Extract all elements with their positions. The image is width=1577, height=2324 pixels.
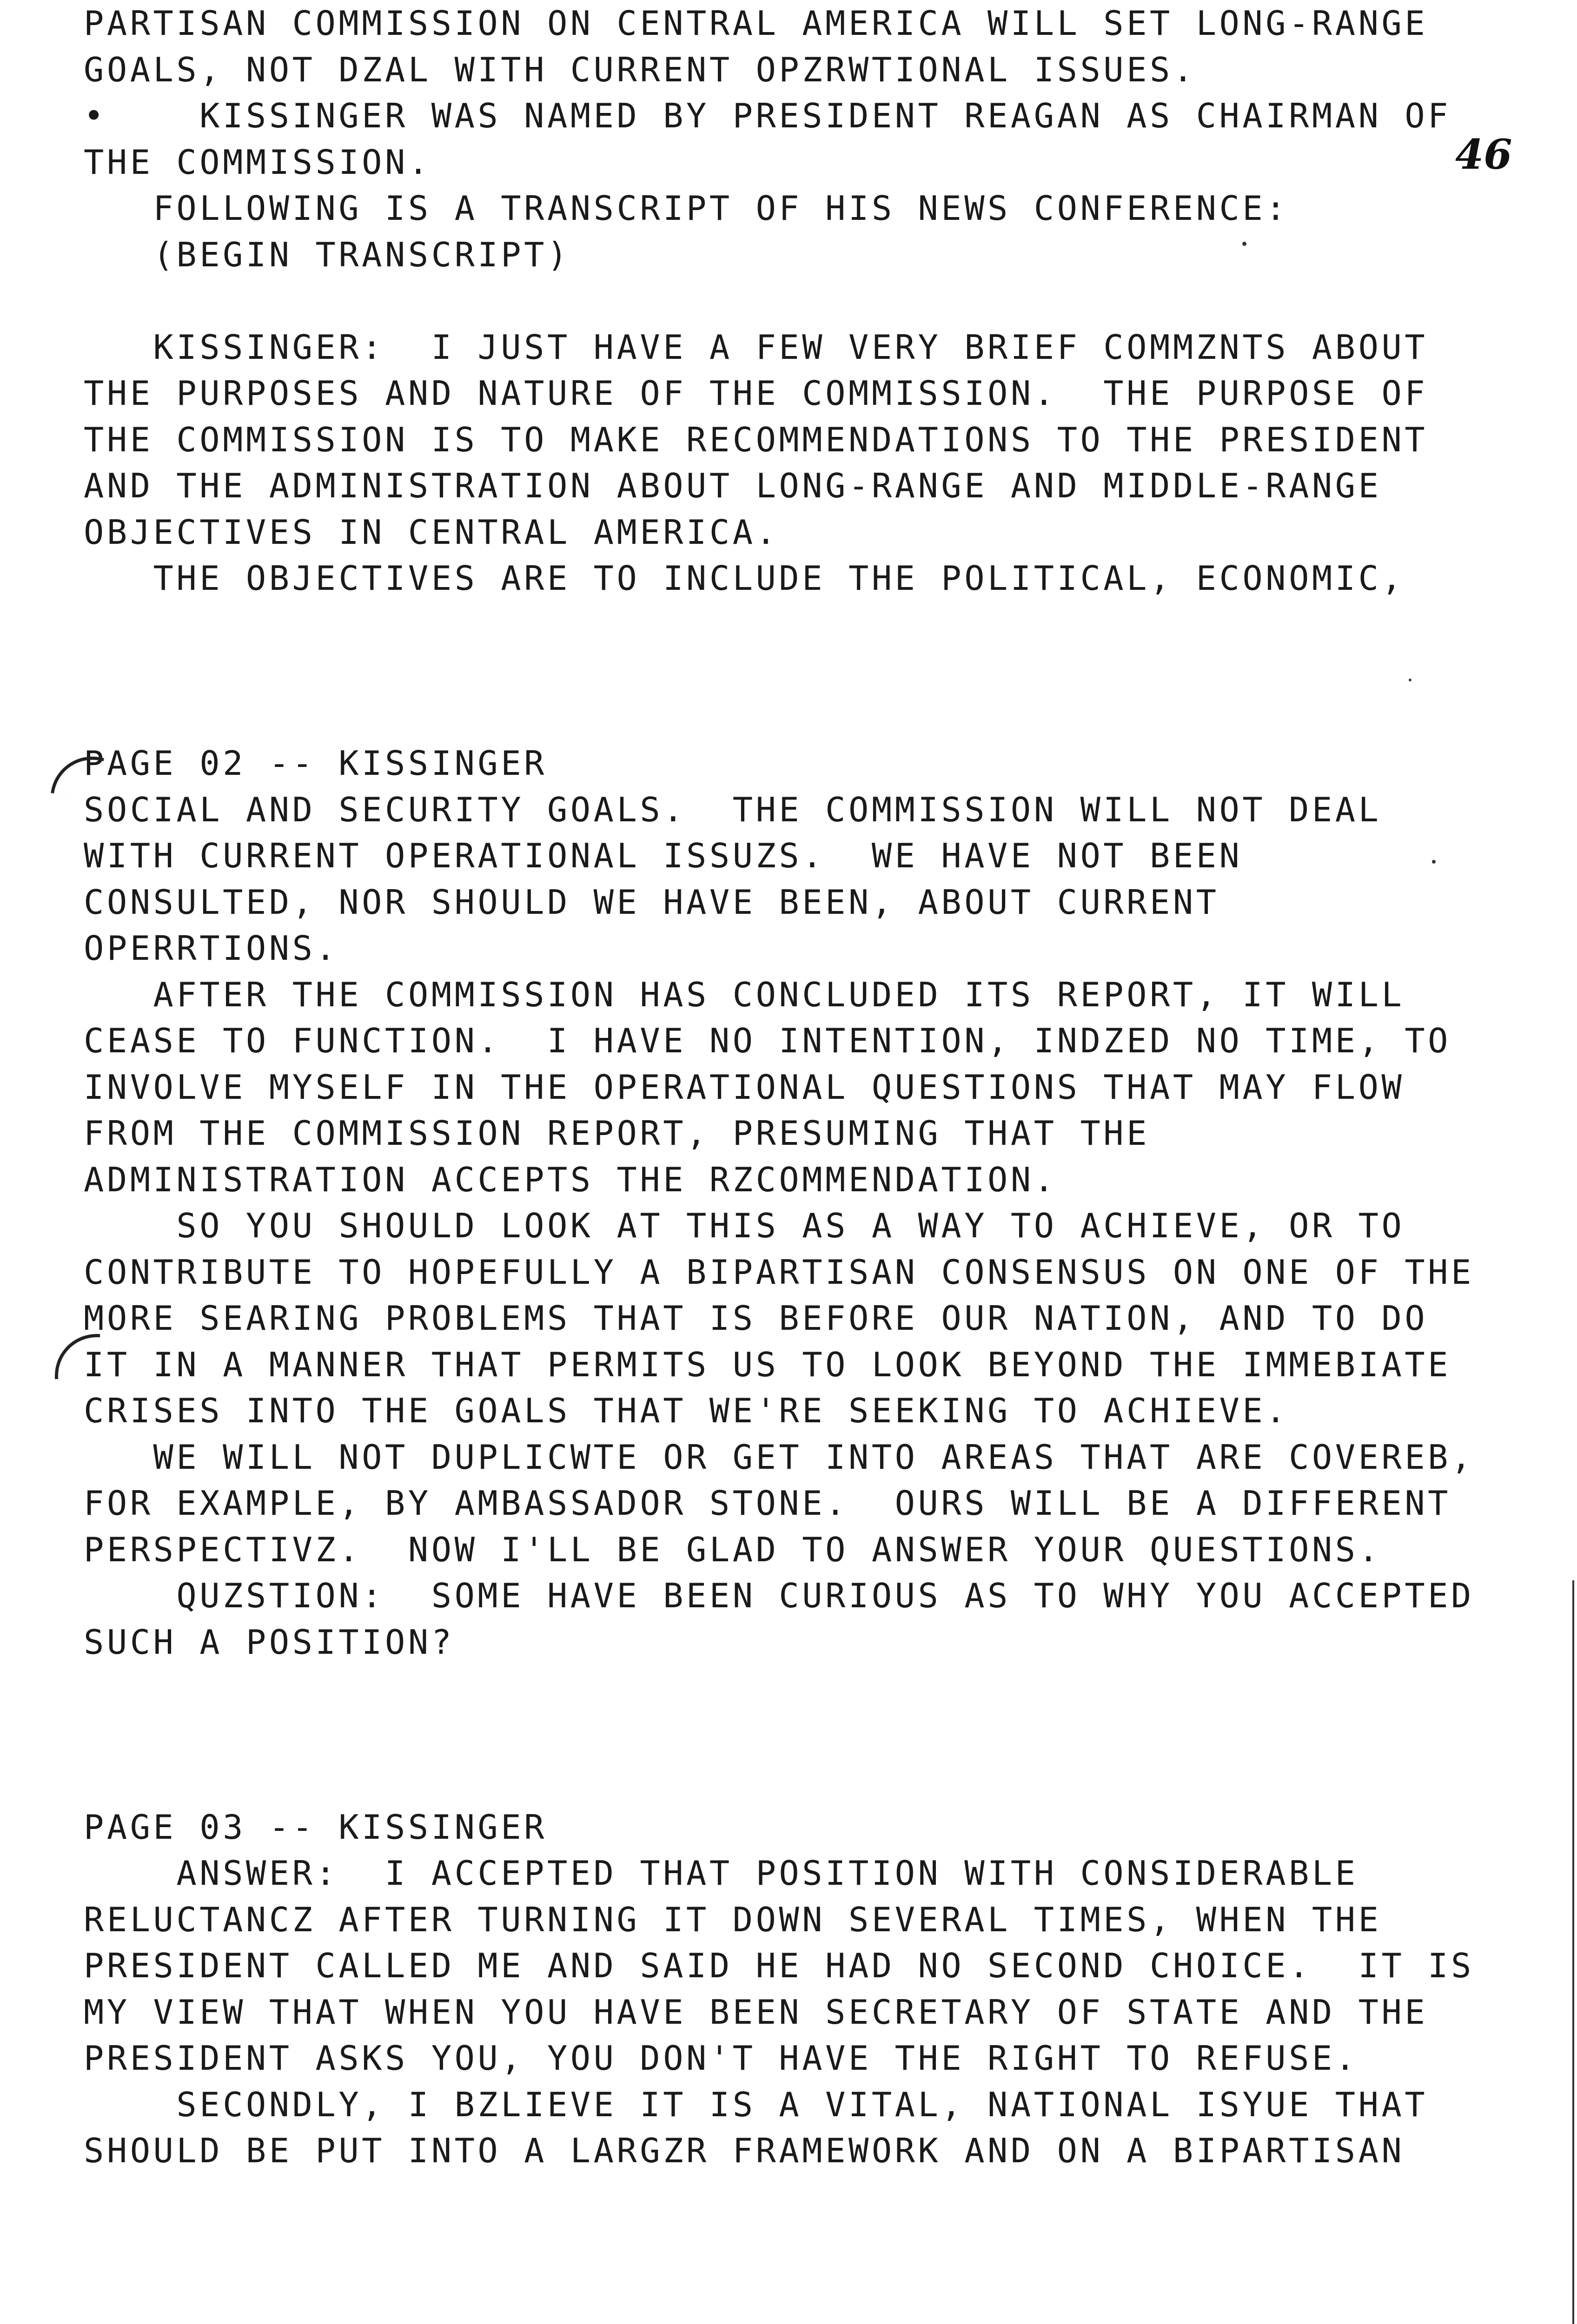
transcript-line: SOCIAL AND SECURITY GOALS. THE COMMISSION WILL NOT DEAL (84, 790, 1382, 829)
transcript-line: SHOULD BE PUT INTO A LARGZR FRAMEWORK AND ON A BIPARTISAN (84, 2131, 1405, 2170)
transcript-line: THE PURPOSES AND NATURE OF THE COMMISSION. THE PURPOSE OF (84, 374, 1428, 413)
transcript-line: PERSPECTIVZ. NOW I'LL BE GLAD TO ANSWER YOUR QUESTIONS. (84, 1530, 1382, 1569)
transcript-line: SO YOU SHOULD LOOK AT THIS AS A WAY TO ACHIEVE, OR TO (84, 1206, 1405, 1245)
transcript-line: CONTRIBUTE TO HOPEFULLY A BIPARTISAN CONSENSUS ON ONE OF THE (84, 1252, 1474, 1292)
transcript-line: THE OBJECTIVES ARE TO INCLUDE THE POLITICAL, ECONOMIC, (84, 559, 1405, 598)
transcript-line: WITH CURRENT OPERATIONAL ISSUZS. WE HAVE NOT BEEN (84, 836, 1243, 875)
transcript-line: AFTER THE COMMISSION HAS CONCLUDED ITS REPORT, IT WILL (84, 975, 1405, 1014)
transcript-line: KISSINGER: I JUST HAVE A FEW VERY BRIEF COMMZNTS ABOUT (84, 327, 1428, 367)
scan-speck (1409, 679, 1411, 681)
transcript-line: MORE SEARING PROBLEMS THAT IS BEFORE OUR NATION, AND TO DO (84, 1299, 1428, 1338)
transcript-line: AND THE ADMINISTRATION ABOUT LONG-RANGE AND MIDDLE-RANGE (84, 466, 1382, 505)
transcript-line: QUZSTION: SOME HAVE BEEN CURIOUS AS TO WHY YOU ACCEPTED (84, 1576, 1474, 1615)
transcript-line: (BEGIN TRANSCRIPT) (84, 235, 570, 274)
hole-punch-mark (51, 749, 104, 802)
transcript-line: CONSULTED, NOR SHOULD WE HAVE BEEN, ABOUT CURRENT (84, 882, 1219, 922)
transcript-line: PRESIDENT ASKS YOU, YOU DON'T HAVE THE RIGHT TO REFUSE. (84, 2039, 1358, 2078)
transcript-line: SECONDLY, I BZLIEVE IT IS A VITAL, NATIONAL ISYUE THAT (84, 2085, 1428, 2124)
scan-speck (1432, 860, 1436, 864)
transcript-line: THE COMMISSION. (84, 142, 431, 182)
hole-punch-mark (55, 1334, 100, 1379)
transcript-line: IT IN A MANNER THAT PERMITS US TO LOOK BEYOND THE IMMEBIATE (84, 1345, 1451, 1384)
transcript-line: INVOLVE MYSELF IN THE OPERATIONAL QUESTIONS THAT MAY FLOW (84, 1067, 1405, 1107)
scan-speck (1242, 242, 1246, 246)
page-header-line: PAGE 02 -- KISSINGER (84, 744, 547, 783)
transcript-line: FOLLOWING IS A TRANSCRIPT OF HIS NEWS CONFERENCE: (84, 189, 1289, 228)
transcript-line: PRESIDENT CALLED ME AND SAID HE HAD NO SECOND CHOICE. IT IS (84, 1946, 1474, 1985)
transcript-line: WE WILL NOT DUPLICWTE OR GET INTO AREAS THAT ARE COVEREB, (84, 1437, 1474, 1477)
page-header-line: PAGE 03 -- KISSINGER (84, 1807, 547, 1847)
transcript-line: MY VIEW THAT WHEN YOU HAVE BEEN SECRETARY OF STATE AND THE (84, 1992, 1428, 2032)
handwritten-page-number: 46 (1455, 130, 1512, 178)
transcript-line: GOALS, NOT DZAL WITH CURRENT OPZRWTIONAL ISSUES. (84, 50, 1196, 89)
transcript-line: FOR EXAMPLE, BY AMBASSADOR STONE. OURS WILL BE A DIFFERENT (84, 1484, 1451, 1523)
transcript-line: ANSWER: I ACCEPTED THAT POSITION WITH CONSIDERABLE (84, 1854, 1358, 1893)
transcript-line: PARTISAN COMMISSION ON CENTRAL AMERICA WILL SET LONG-RANGE (84, 4, 1428, 43)
transcript-line: CRISES INTO THE GOALS THAT WE'RE SEEKING TO ACHIEVE. (84, 1391, 1289, 1430)
transcript-line: • KISSINGER WAS NAMED BY PRESIDENT REAGAN AS CHAIRMAN OF (84, 96, 1451, 135)
transcript-line: ADMINISTRATION ACCEPTS THE RZCOMMENDATION. (84, 1160, 1057, 1199)
transcript-line: SUCH A POSITION? (84, 1622, 455, 1662)
transcript-line: RELUCTANCZ AFTER TURNING IT DOWN SEVERAL TIMES, WHEN THE (84, 1900, 1382, 1939)
transcript-line: FROM THE COMMISSION REPORT, PRESUMING THAT THE (84, 1114, 1150, 1153)
transcript-line: THE COMMISSION IS TO MAKE RECOMMENDATIONS TO THE PRESIDENT (84, 420, 1428, 459)
transcript-line: OPERRTIONS. (84, 929, 339, 968)
transcript-line: OBJECTIVES IN CENTRAL AMERICA. (84, 512, 779, 552)
scan-edge-mark (1572, 1580, 1574, 2324)
transcript-line: CEASE TO FUNCTION. I HAVE NO INTENTION, INDZED NO TIME, TO (84, 1021, 1451, 1060)
